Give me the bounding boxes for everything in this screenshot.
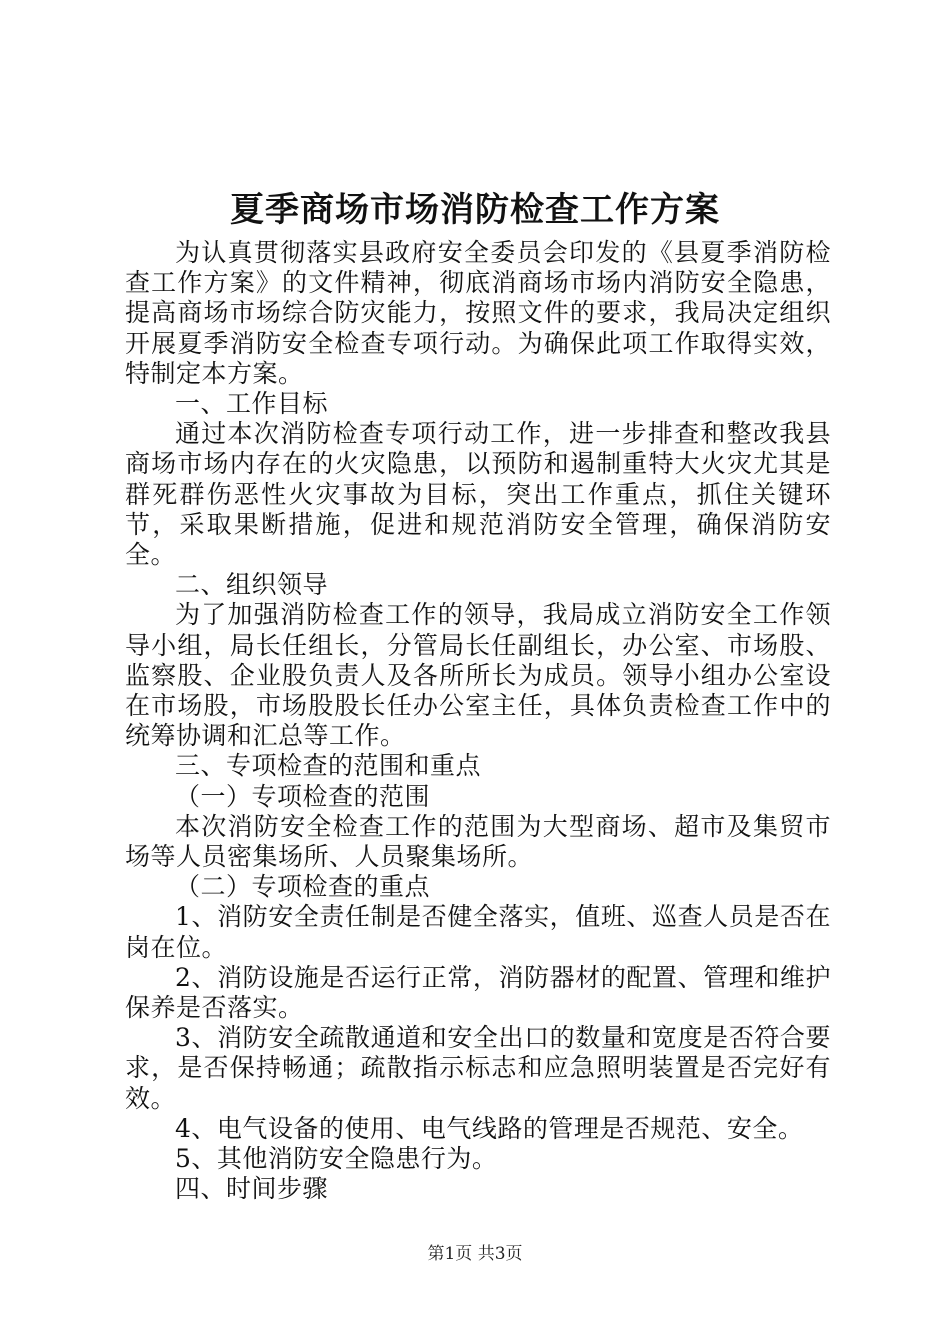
list-item-1: 1、消防安全责任制是否健全落实，值班、巡查人员是否在岗在位。 <box>125 902 831 962</box>
paragraph-work-goal: 通过本次消防检查专项行动工作，进一步排查和整改我县商场市场内存在的火灾隐患，以预防和遏制重特大火灾尤其是群死群伤恶性火灾事故为目标，突出工作重点，抓住关键环节，采取果断措施，促进和规范消防安全管理，确保消防安全。 <box>125 419 831 570</box>
heading-time-steps: 四、时间步骤 <box>175 1174 329 1204</box>
heading-organization: 二、组织领导 <box>175 570 329 600</box>
list-item-5: 5、其他消防安全隐患行为。 <box>175 1144 498 1174</box>
page-footer: 第1页 共3页 <box>427 1244 523 1264</box>
paragraph-intro: 为认真贯彻落实县政府安全委员会印发的《县夏季消防检查工作方案》的文件精神，彻底消商场市场内消防安全隐患，提高商场市场综合防灾能力，按照文件的要求，我局决定组织开展夏季消防安全检查专项行动。为确保此项工作取得实效，特制定本方案。 <box>125 238 831 388</box>
heading-scope-focus: 三、专项检查的范围和重点 <box>175 751 482 781</box>
list-item-2: 2、消防设施是否运行正常，消防器材的配置、管理和维护保养是否落实。 <box>125 962 831 1023</box>
list-item-4: 4、电气设备的使用、电气线路的管理是否规范、安全。 <box>175 1113 804 1143</box>
paragraph-scope: 本次消防安全检查工作的范围为大型商场、超市及集贸市场等人员密集场所、人员聚集场所。 <box>125 811 831 872</box>
subheading-scope: （一）专项检查的范围 <box>175 781 431 811</box>
paragraph-organization: 为了加强消防检查工作的领导，我局成立消防安全工作领导小组，局长任组长，分管局长任副组长，办公室、市场股、监察股、企业股负责人及各所所长为成员。领导小组办公室设在市场股，市场股股长任办公室主任，具体负责检查工作中的统筹协调和汇总等工作。 <box>125 600 831 751</box>
heading-work-goal: 一、工作目标 <box>175 389 329 419</box>
subheading-focus: （二）专项检查的重点 <box>175 872 431 902</box>
list-item-3: 3、消防安全疏散通道和安全出口的数量和宽度是否符合要求，是否保持畅通；疏散指示标志和应急照明装置是否完好有效。 <box>125 1023 831 1113</box>
document-body <box>125 238 831 1205</box>
document-title: 夏季商场市场消防检查工作方案 <box>230 190 720 230</box>
